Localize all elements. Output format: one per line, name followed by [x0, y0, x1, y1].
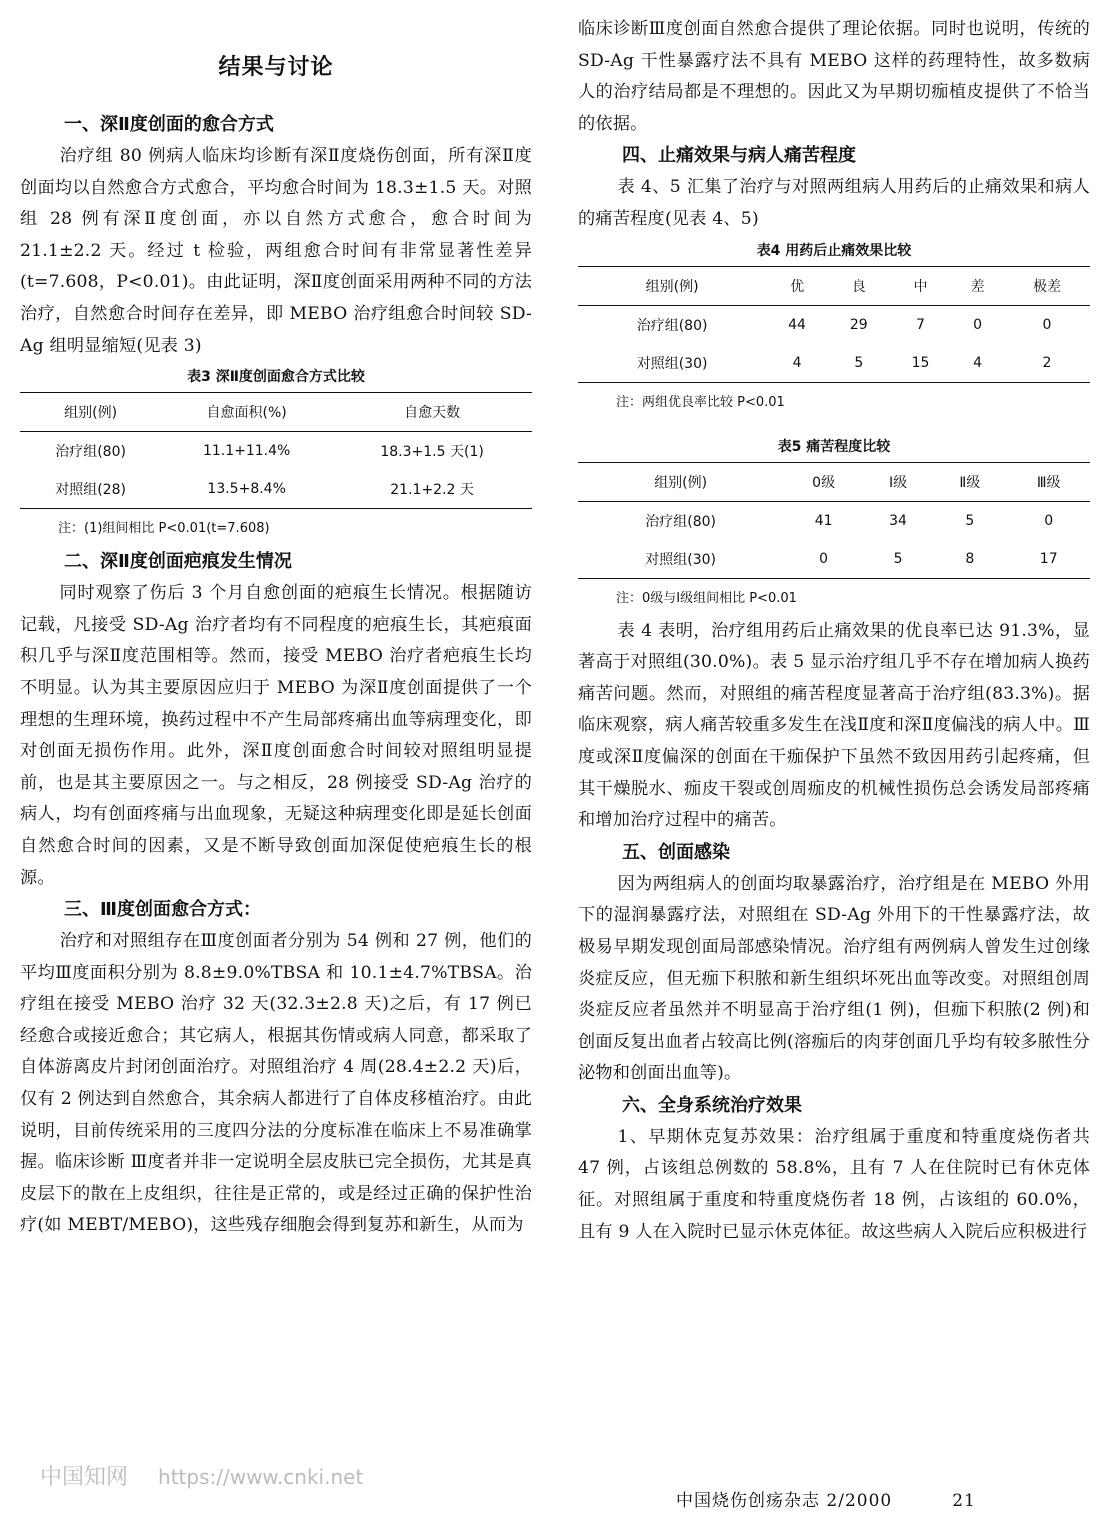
- table4-note: 注：两组优良率比较 P<0.01: [616, 394, 785, 410]
- table3-note: 注：(1)组间相比 P<0.01(t=7.608): [58, 521, 270, 537]
- table-row: [20, 432, 532, 471]
- journal-name: 中国烧伤创疡杂志 2/2000: [676, 1491, 893, 1511]
- t5-cell: 治疗组(80): [645, 513, 717, 530]
- t5-cell: 0: [1044, 512, 1054, 529]
- heading-2: 二、深Ⅱ度创面疤痕发生情况: [64, 551, 292, 573]
- t3-cell: 11.1+11.4%: [202, 443, 291, 460]
- t5-cell: 5: [965, 512, 975, 529]
- t3-cell: 18.3+1.5 天(1): [380, 444, 484, 461]
- table-4: [578, 266, 1090, 383]
- t4-cell: 2: [1004, 344, 1090, 383]
- t4-cell: 4: [951, 344, 1004, 383]
- t5-cell: 17: [1007, 540, 1090, 579]
- table4-caption: 表4 用药后止痛效果比较: [756, 242, 912, 259]
- t3-cell: 13.5+8.4%: [161, 470, 332, 509]
- paragraph-7: 1、早期休克复苏效果：治疗组属于重度和特重度烧伤者共 47 例，占该组总例数的 58.8%，且有 7 人在住院时已有休克体征。对照组属于重度和特重度烧伤者 18 例，占该组的 60.0%，且有 9 人在入院时已显示休克体征。故这些病人入院后应积极进行: [578, 1126, 1090, 1242]
- t5-header: Ⅲ级: [1007, 462, 1090, 501]
- t4-cell: 对照组(30): [578, 344, 766, 383]
- t4-cell: 5: [828, 344, 890, 383]
- t4-header: 中: [890, 266, 952, 305]
- table5-note: 注：0级与Ⅰ级组间相比 P<0.01: [616, 590, 797, 606]
- t4-header: 差: [951, 266, 1004, 305]
- t3-header: 自愈面积(%): [161, 393, 332, 432]
- t4-cell: 7: [916, 316, 925, 333]
- t4-header: 极差: [1004, 266, 1090, 305]
- table-row: [578, 344, 1090, 383]
- t4-header: 优: [766, 266, 828, 305]
- table-row: [578, 540, 1090, 579]
- paragraph-continued: 临床诊断Ⅲ度创面自然愈合提供了理论依据。同时也说明，传统的 SD-Ag 干性暴露疗法不具有 MEBO 这样的药理特性，故多数病人的治疗结局都是不理想的。因此又为早期切痂植皮提供了不恰当的依据。: [578, 19, 1090, 134]
- paragraph-6: 因为两组病人的创面均取暴露治疗，治疗组是在 MEBO 外用下的湿润暴露疗法，对照组在 SD-Ag 外用下的干性暴露疗法，故极易早期发现创面局部感染情况。治疗组有两例病人曾发生过创缘炎症反应，但无痂下积脓和新生组织坏死出血等改变。对照组创周炎症反应者虽然并不明显高于治疗组(1 例)，但痂下积脓(2 例)和创面反复出血者占较高比例(溶痂后的肉芽创面几乎均有较多脓性分泌物和创面出血等)。: [578, 873, 1090, 1084]
- t4-cell: 29: [849, 316, 868, 333]
- t4-cell: 0: [973, 316, 983, 333]
- paragraph-2: 同时观察了伤后 3 个月自愈创面的疤痕生长情况。根据随访记载，凡接受 SD-Ag 治疗者均有不同程度的疤痕生长，其疤痕面积几乎与深Ⅱ度范围相等。然而，接受 MEBO 治疗者疤痕生长均不明显。认为其主要原因应归于 MEBO 为深Ⅱ度创面提供了一个理想的生理环境，换药过程中不产生局部疼痛出血等病理变化，即对创面无损伤作用。此外，深Ⅱ度创面愈合时间较对照组明显提前，也是其主要原因之一。与之相反，28 例接受 SD-Ag 治疗的病人，均有创面疼痛与出血现象，无疑这种病理变化即是延长创面自然愈合时间的因素，又是不断导致创面加深促使疤痕生长的根源。: [20, 583, 532, 888]
- heading-4: 四、止痛效果与病人痛苦程度: [622, 145, 856, 167]
- watermark-logo-text: 中国知网: [40, 1465, 129, 1490]
- t5-cell: 对照组(30): [578, 540, 783, 579]
- paragraph-5: 表 4 表明，治疗组用药后止痛效果的优良率已达 91.3%，显著高于对照组(30.0%)。表 5 显示治疗组几乎不存在增加病人换药痛苦问题。然而，对照组的痛苦程度显著高于治疗组(83.3%)。据临床观察，病人痛苦较重多发生在浅Ⅱ度和深Ⅱ度偏浅的病人中。Ⅲ度或深Ⅱ度偏深的创面在干痂保护下虽然不致因用药引起疼痛，但其干燥脱水、痂皮干裂或创周痂皮的机械性损伤总会诱发局部疼痛和增加治疗过程中的痛苦。: [578, 620, 1090, 831]
- t5-cell: 41: [814, 512, 833, 529]
- t3-header: 组别(例): [20, 393, 161, 432]
- t4-cell: 治疗组(80): [636, 317, 708, 334]
- page-number: 21: [952, 1491, 976, 1511]
- section-title: 结果与讨论: [218, 55, 334, 80]
- paragraph-4: 表 4、5 汇集了治疗与对照两组病人用药后的止痛效果和病人的痛苦程度(见表 4、5): [578, 177, 1090, 229]
- cnki-watermark: [40, 1460, 363, 1491]
- paragraph-3: 治疗和对照组存在Ⅲ度创面者分别为 54 例和 27 例，他们的平均Ⅲ度面积分别为 8.8±9.0%TBSA 和 10.1±4.7%TBSA。治疗组在接受 MEBO 治疗 32 天(32.3±2.8 天)之后，有 17 例已经愈合或接近愈合；其它病人，根据其伤情或病人同意，都采取了自体游离皮片封闭创面治疗。对照组治疗 4 周(28.4±2.2 天)后，仅有 2 例达到自然愈合，其余病人都进行了自体皮移植治疗。由此说明，目前传统采用的三度四分法的分度标准在临床上不易准确掌握。临床诊断 Ⅲ度者并非一定说明全层皮肤已完全损伤，尤其是真皮层下的散在上皮组织，往往是正常的，或是经过正确的保护性治疗(如 MEBT/MEBO)，这些残存细胞会得到复苏和新生，从而为: [20, 931, 532, 1236]
- t5-cell: 5: [864, 540, 932, 579]
- table3-caption: 表3 深Ⅱ度创面愈合方式比较: [187, 369, 365, 386]
- table5-caption: 表5 痛苦程度比较: [777, 438, 891, 455]
- t5-header: Ⅰ级: [864, 462, 932, 501]
- watermark-url: https://www.cnki.net: [158, 1465, 364, 1489]
- heading-5: 五、创面感染: [622, 841, 730, 863]
- paragraph-1: 治疗组 80 例病人临床均诊断有深Ⅱ度烧伤创面，所有深Ⅱ度创面均以自然愈合方式愈合，平均愈合时间为 18.3±1.5 天。对照组 28 例有深Ⅱ度创面，亦以自然方式愈合，愈合时间为 21.1±2.2 天。经过 t 检验，两组愈合时间有非常显著性差异(t=7.608，P<0.01)。由此证明，深Ⅱ度创面采用两种不同的方法治疗，自然愈合时间存在差异，即 MEBO 治疗组愈合时间较 SD-Ag 组明显缩短(见表 3): [20, 146, 532, 356]
- t5-header: Ⅱ级: [932, 462, 1007, 501]
- t3-cell: 对照组(28): [20, 470, 161, 509]
- t4-cell: 15: [890, 344, 952, 383]
- t5-header: 组别(例): [578, 462, 783, 501]
- t5-cell: 8: [932, 540, 1007, 579]
- heading-6: 六、全身系统治疗效果: [622, 1094, 802, 1116]
- table-3: [20, 392, 532, 509]
- table-row: [20, 470, 532, 509]
- t5-cell: 34: [889, 512, 907, 529]
- t4-cell: 44: [788, 316, 806, 333]
- t3-cell: 21.1+2.2 天: [332, 470, 532, 509]
- t4-cell: 4: [766, 344, 828, 383]
- t3-header: 自愈天数: [332, 393, 532, 432]
- t4-cell: 0: [1042, 316, 1052, 333]
- heading-1: 一、深Ⅱ度创面的愈合方式: [64, 114, 274, 135]
- table-5: [578, 462, 1090, 579]
- heading-3: 三、Ⅲ度创面愈合方式：: [64, 899, 262, 921]
- left-column: [20, 14, 532, 1242]
- t3-cell: 治疗组(80): [55, 444, 126, 461]
- t5-header: 0级: [783, 462, 864, 501]
- t5-cell: 0: [783, 540, 864, 579]
- table-row: [578, 501, 1090, 540]
- right-column: [578, 14, 1090, 1248]
- t4-header: 组别(例): [578, 266, 766, 305]
- table-row: [578, 305, 1090, 344]
- page-footer: [676, 1486, 976, 1511]
- t4-header: 良: [828, 266, 890, 305]
